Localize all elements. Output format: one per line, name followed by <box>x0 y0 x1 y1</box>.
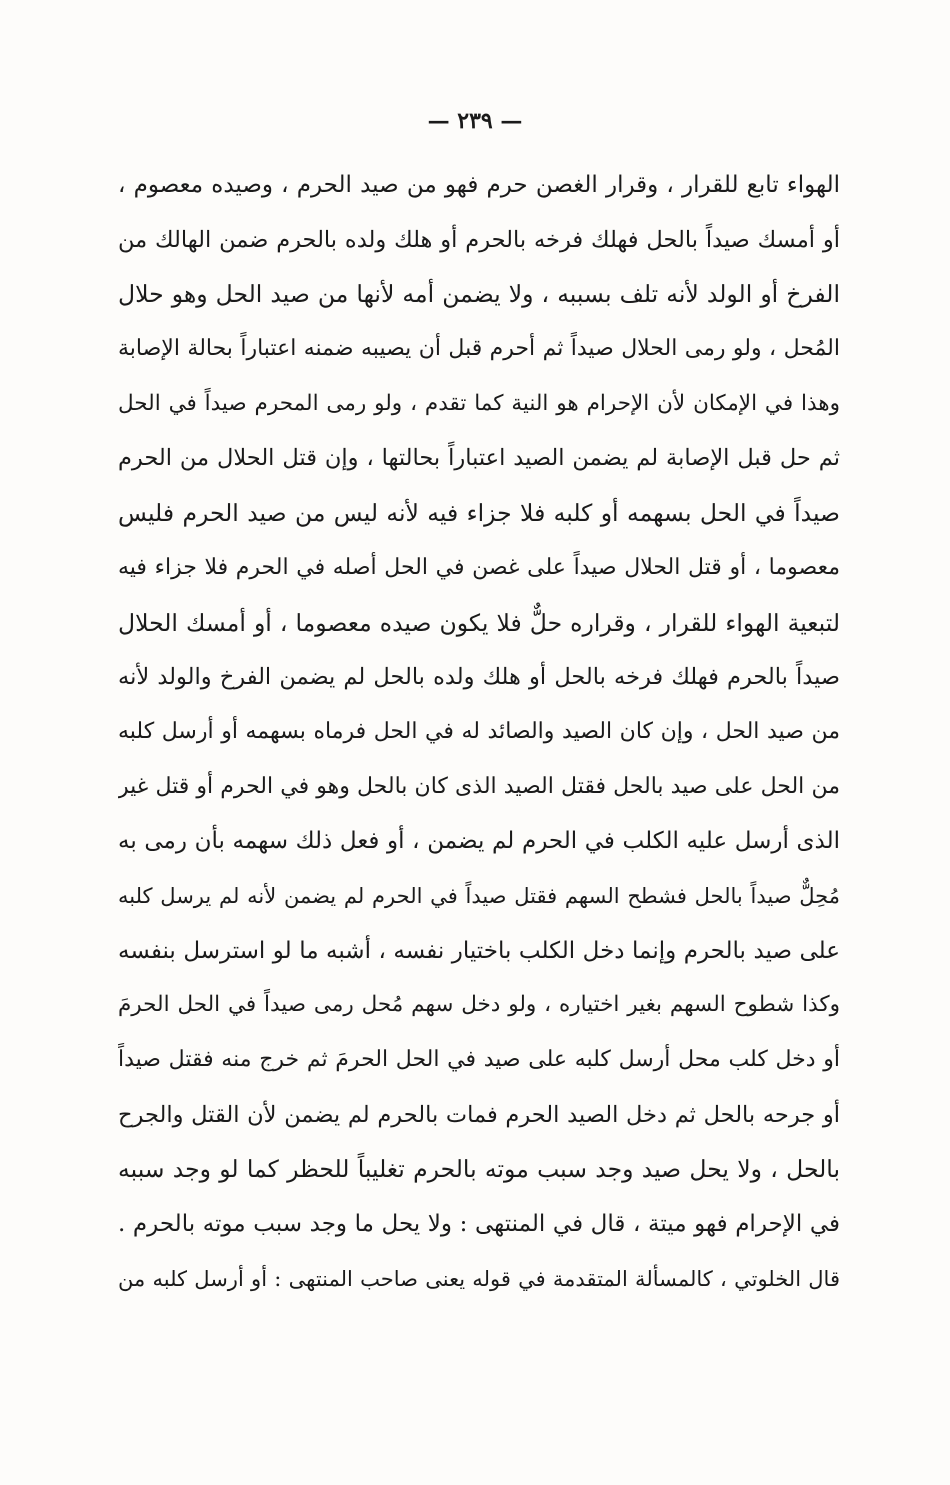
text-line: المُحل ، ولو رمى الحلال صيداً ثم أحرم قبل أن يصيبه ضمنه اعتباراً بحالة الإصابة <box>118 336 840 362</box>
text-line: قال الخلوتي ، كالمسألة المتقدمة في قوله يعنى صاحب المنتهى : أو أرسل كلبه من <box>118 1266 840 1291</box>
text-line: من الحل على صيد بالحل فقتل الصيد الذى كان بالحل وهو في الحرم أو قتل غير <box>118 773 840 799</box>
text-line: معصوما ، أو قتل الحلال صيداً على غصن في الحل أصله في الحرم فلا جزاء فيه <box>118 554 840 580</box>
text-line: الهواء تابع للقرار ، وقرار الغصن حرم فهو من صيد الحرم ، وصيده معصوم ، <box>118 172 840 198</box>
text-line: أو دخل كلب محل أرسل كلبه على صيد في الحل الحرمَ ثم خرج منه فقتل صيداً <box>118 1047 840 1072</box>
text-line: صيداً بالحرم فهلك فرخه بالحل أو هلك ولده بالحل لم يضمن الفرخ والولد لأنه <box>118 664 840 691</box>
text-line: صيداً في الحل بسهمه أو كلبه فلا جزاء فيه لأنه ليس من صيد الحرم فليس <box>118 499 840 528</box>
text-line: على صيد بالحرم وإنما دخل الكلب باختيار نفسه ، أشبه ما لو استرسل بنفسه <box>118 937 840 964</box>
text-line: وكذا شطوح السهم بغير اختياره ، ولو دخل سهم مُحل رمى صيداً في الحل الحرمَ <box>118 992 840 1018</box>
text-line: من صيد الحل ، وإن كان الصيد والصائد له في الحل فرماه بسهمه أو أرسل كلبه <box>118 718 840 744</box>
body-text <box>118 158 840 1306</box>
text-line: ثم حل قبل الإصابة لم يضمن الصيد اعتباراً بحالتها ، وإن قتل الحلال من الحرم <box>118 445 840 472</box>
text-line: الفرخ أو الولد لأنه تلف بسببه ، ولا يضمن أمه لأنها من صيد الحل وهو حلال <box>118 280 840 309</box>
text-line: وهذا في الإمكان لأن الإحرام هو النية كما تقدم ، ولو رمى المحرم صيداً في الحل <box>118 390 840 416</box>
text-line: الذى أرسل عليه الكلب في الحرم لم يضمن ، أو فعل ذلك سهمه بأن رمى به <box>118 828 840 855</box>
text-line: لتبعية الهواء للقرار ، وقراره حلٌّ فلا يكون صيده معصوما ، أو أمسك الحلال <box>118 608 840 637</box>
text-line: أو أمسك صيداً بالحل فهلك فرخه بالحرم أو هلك ولده بالحرم ضمن الهالك من <box>118 226 840 253</box>
text-line: في الإحرام فهو ميتة ، قال في المنتهى : ولا يحل ما وجد سبب موته بالحرم . <box>118 1211 840 1238</box>
text-line: أو جرحه بالحل ثم دخل الصيد الحرم فمات بالحرم لم يضمن لأن القتل والجرح <box>118 1101 840 1128</box>
text-line: مُحِلٌّ صيداً بالحل فشطح السهم فقتل صيداً في الحرم لم يضمن لأنه لم يرسل كلبه <box>118 883 840 908</box>
text-line: بالحل ، ولا يحل صيد وجد سبب موته بالحرم تغليباً للحظر كما لو وجد سببه <box>118 1155 840 1184</box>
page-number: — ٢٣٩ — <box>427 108 523 134</box>
